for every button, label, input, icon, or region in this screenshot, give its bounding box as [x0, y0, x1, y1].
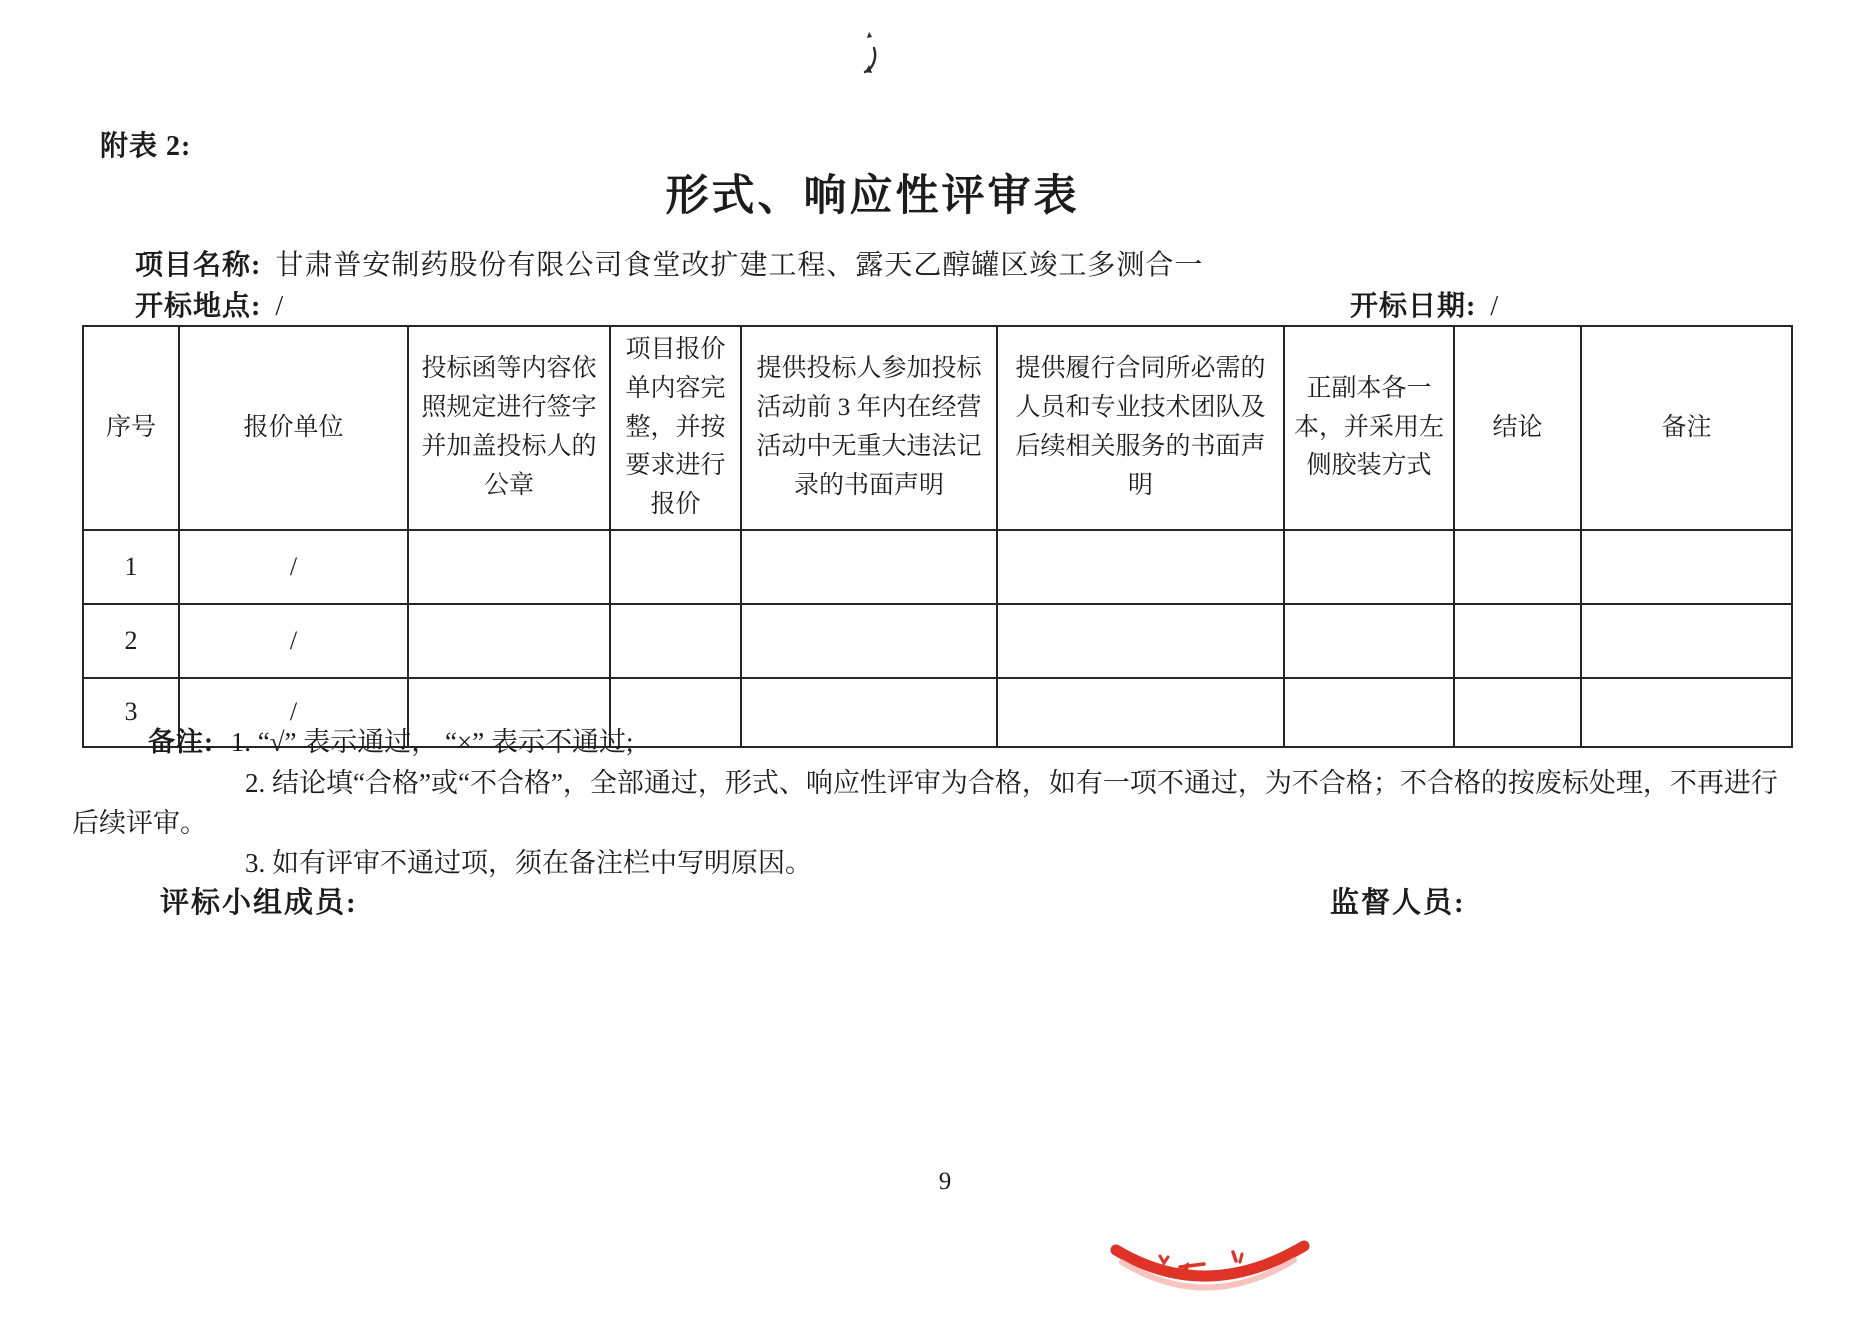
cell-conclusion [1454, 678, 1581, 747]
header-no-violation-statement: 提供投标人参加投标活动前 3 年内在经营活动中无重大违法记录的书面声明 [741, 326, 997, 530]
bid-date-value: / [1490, 291, 1500, 322]
attachment-label: 附表 2: [100, 131, 192, 162]
cell-remark [1581, 604, 1792, 678]
cell-unit: / [179, 530, 408, 604]
cell-bid-letter [408, 604, 610, 678]
project-name-line [135, 243, 1203, 283]
table-row [83, 530, 1792, 604]
project-name-label: 项目名称: [135, 250, 262, 281]
notes-line-1-text: 1. “√” 表示通过， “×” 表示不通过; [230, 727, 634, 757]
review-table [82, 325, 1793, 748]
project-name-value: 甘肃普安制药股份有限公司食堂改扩建工程、露天乙醇罐区竣工多测合一 [275, 250, 1204, 281]
bid-date-line [1350, 284, 1499, 324]
cell-no-violation [741, 604, 997, 678]
supervisor-label: 监督人员: [1330, 887, 1466, 919]
table-header-row [83, 326, 1792, 530]
red-seal-fragment [1108, 1240, 1313, 1320]
header-seq: 序号 [83, 326, 179, 530]
cell-remark [1581, 678, 1792, 747]
cell-conclusion [1454, 604, 1581, 678]
cell-seq: 3 [83, 678, 179, 747]
bid-location-value: / [275, 291, 285, 322]
cell-no-violation [741, 530, 997, 604]
cell-binding [1284, 678, 1454, 747]
cell-quotation [610, 530, 741, 604]
cell-remark [1581, 530, 1792, 604]
header-remarks: 备注 [1581, 326, 1792, 530]
cell-seq: 1 [83, 530, 179, 604]
notes-line-3: 3. 如有评审不通过项，须在备注栏中写明原因。 [245, 848, 812, 878]
table-row [83, 604, 1792, 678]
cell-seq: 2 [83, 604, 179, 678]
cell-no-violation [741, 678, 997, 747]
header-quoting-unit: 报价单位 [179, 326, 408, 530]
cell-unit: / [179, 604, 408, 678]
cell-quotation [610, 604, 741, 678]
header-conclusion: 结论 [1454, 326, 1581, 530]
notes-label: 备注: [148, 727, 214, 757]
notes-line-2: 2. 结论填“合格”或“不合格”，全部通过，形式、响应性评审为合格，如有一项不通过，为不合格；不合格的按废标处理，不再进行 [245, 768, 1778, 798]
ink-smudge-mark [848, 26, 888, 84]
bid-date-label: 开标日期: [1350, 291, 1477, 322]
cell-personnel [997, 604, 1284, 678]
header-personnel-statement: 提供履行合同所必需的人员和专业技术团队及后续相关服务的书面声明 [997, 326, 1284, 530]
cell-personnel [997, 678, 1284, 747]
notes-line-2-continuation: 后续评审。 [72, 808, 207, 838]
notes-line-1 [148, 720, 633, 759]
header-quotation-complete: 项目报价单内容完整，并按要求进行报价 [610, 326, 741, 530]
page-title: 形式、响应性评审表 [665, 173, 1080, 220]
page-number: 9 [938, 1168, 952, 1195]
bid-location-label: 开标地点: [135, 291, 262, 322]
cell-binding [1284, 530, 1454, 604]
cell-binding [1284, 604, 1454, 678]
cell-personnel [997, 530, 1284, 604]
header-bid-letter-signed: 投标函等内容依照规定进行签字并加盖投标人的公章 [408, 326, 610, 530]
evaluation-team-label: 评标小组成员: [160, 887, 358, 919]
cell-unit: / [179, 678, 408, 747]
cell-conclusion [1454, 530, 1581, 604]
bid-location-line [135, 284, 284, 324]
cell-bid-letter [408, 530, 610, 604]
header-binding-copies: 正副本各一本，并采用左侧胶装方式 [1284, 326, 1454, 530]
